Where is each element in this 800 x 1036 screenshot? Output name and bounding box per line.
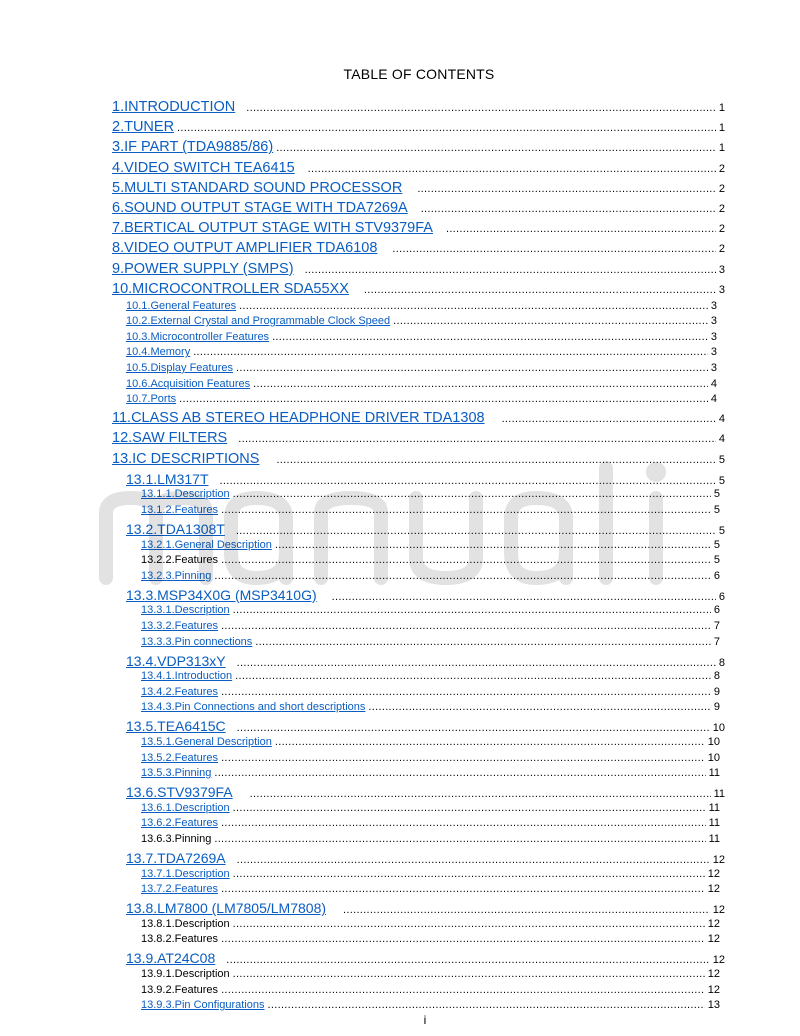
dot-leader: [343, 904, 710, 916]
toc-entry[interactable]: [126, 653, 725, 669]
toc-link[interactable]: 13.4.1.Introduction: [141, 670, 233, 683]
dot-leader: [221, 752, 705, 764]
dot-leader: [233, 868, 705, 880]
toc-label: 13.9.1.Description: [141, 967, 230, 980]
dot-leader: [236, 525, 716, 537]
toc-entry[interactable]: [141, 817, 720, 829]
toc-link[interactable]: 2.TUNER: [112, 119, 175, 136]
page-number-footer: i: [423, 1013, 427, 1027]
toc-link[interactable]: 4.VIDEO SWITCH TEA6415: [112, 159, 295, 176]
dot-leader: [364, 284, 716, 296]
toc-page-number: 4: [718, 433, 725, 446]
toc-entry[interactable]: [126, 393, 717, 405]
toc-entry: [141, 968, 720, 980]
toc-page-number: 11: [708, 801, 720, 814]
toc-entry[interactable]: [126, 521, 725, 537]
dot-leader: [220, 475, 716, 487]
toc-link[interactable]: 13.3.2.Features: [141, 619, 219, 632]
toc-entry: [141, 918, 720, 930]
toc-link[interactable]: 13.6.1.Description: [141, 801, 230, 814]
dot-leader: [233, 488, 711, 500]
toc-page-number: 12: [707, 883, 720, 896]
toc-link[interactable]: 13.3.3.Pin connections: [141, 635, 253, 648]
toc-link[interactable]: 13.6.STV9379FA: [126, 784, 233, 801]
toc-entry[interactable]: [112, 430, 725, 446]
toc-link[interactable]: 13.2.3.Pinning: [141, 569, 212, 582]
toc-page-number: 13: [707, 999, 720, 1012]
toc-page-number: 5: [713, 538, 720, 551]
toc-page-number: 5: [718, 525, 725, 537]
toc-link[interactable]: 10.5.Display Features: [126, 361, 233, 374]
toc-link[interactable]: 13.7.2.Features: [141, 883, 219, 896]
toc-entry[interactable]: [141, 999, 720, 1011]
toc-page-number: 5: [713, 488, 720, 501]
dot-leader: [214, 767, 705, 779]
toc-page-number: 7: [713, 635, 720, 648]
toc-link[interactable]: 9.POWER SUPPLY (SMPS): [112, 260, 294, 277]
dot-leader: [177, 122, 716, 134]
toc-entry[interactable]: [112, 261, 725, 277]
toc-entry[interactable]: [126, 950, 725, 966]
toc-link[interactable]: 10.2.External Crystal and Programmable Clock Speed: [126, 315, 391, 328]
toc-entry[interactable]: [141, 604, 720, 616]
toc-link[interactable]: 13.1.LM317T: [126, 470, 209, 487]
toc-entry: [141, 833, 720, 845]
toc-page-number: 1: [718, 142, 725, 155]
toc-label: 13.6.3.Pinning: [141, 832, 212, 845]
toc-entry[interactable]: [112, 240, 725, 256]
toc-entry[interactable]: [141, 736, 720, 748]
toc-link[interactable]: 8.VIDEO OUTPUT AMPLIFIER TDA6108: [112, 240, 378, 257]
toc-link[interactable]: 3.IF PART (TDA9885/86): [112, 139, 274, 156]
toc-link[interactable]: 10.7.Ports: [126, 393, 177, 406]
toc-page-number: 12: [707, 933, 720, 946]
toc-page-number: 5: [718, 453, 725, 466]
toc-entry[interactable]: [112, 200, 725, 216]
dot-leader: [221, 504, 711, 516]
toc-page-number: 2: [718, 223, 725, 236]
dot-leader: [233, 604, 711, 616]
toc-page-number: 8: [713, 670, 720, 683]
toc-page-number: 1: [718, 102, 725, 114]
toc-link[interactable]: 13.7.1.Description: [141, 867, 230, 880]
dot-leader: [368, 701, 710, 713]
dot-leader: [237, 722, 710, 734]
toc-page-number: 6: [713, 569, 720, 582]
dot-leader: [221, 883, 705, 895]
toc-link[interactable]: 13.2.1.General Description: [141, 538, 272, 551]
toc-page-number: 6: [713, 604, 720, 617]
dot-leader: [237, 657, 716, 669]
dot-leader: [236, 362, 708, 374]
toc-entry[interactable]: [126, 587, 725, 603]
toc-link[interactable]: 7.BERTICAL OUTPUT STAGE WITH STV9379FA: [112, 220, 433, 237]
toc-link[interactable]: 13.1.1.Description: [141, 488, 230, 501]
toc-entry[interactable]: [112, 281, 725, 297]
dot-leader: [393, 315, 708, 327]
toc-entry[interactable]: [141, 539, 720, 551]
dot-leader: [221, 984, 705, 996]
toc-link[interactable]: 13.IC DESCRIPTIONS: [112, 450, 260, 467]
toc-page-number: 8: [718, 656, 725, 669]
toc-entry[interactable]: [112, 451, 725, 467]
toc-page-number: 11: [708, 817, 720, 830]
toc-entry[interactable]: [112, 180, 725, 196]
toc-entry: [141, 933, 720, 945]
toc-link[interactable]: 10.MICROCONTROLLER SDA55XX: [112, 280, 349, 297]
dot-leader: [392, 243, 715, 255]
toc-entry[interactable]: [141, 636, 720, 648]
toc-entry[interactable]: [112, 119, 725, 135]
toc-page-number: 9: [713, 685, 720, 698]
toc-page-number: 12: [712, 854, 725, 866]
toc-link[interactable]: 6.SOUND OUTPUT STAGE WITH TDA7269A: [112, 200, 408, 216]
toc-page-number: 3: [718, 263, 725, 276]
dot-leader: [332, 591, 716, 603]
toc-page-number: 3: [710, 315, 717, 328]
toc-entry[interactable]: [126, 378, 717, 390]
toc-entry[interactable]: [112, 99, 725, 115]
toc-link[interactable]: 10.4.Memory: [126, 346, 191, 359]
toc-link[interactable]: 13.5.1.General Description: [141, 735, 272, 748]
toc-entry[interactable]: [141, 670, 720, 682]
dot-leader: [193, 346, 708, 358]
dot-leader: [276, 142, 716, 154]
toc-link[interactable]: 13.4.VDP313xY: [126, 652, 226, 669]
dot-leader: [233, 968, 705, 980]
dot-leader: [179, 393, 708, 405]
toc-page-number: 1: [718, 122, 725, 135]
dot-leader: [226, 954, 710, 966]
toc-page-number: 10: [712, 722, 725, 735]
toc-page-number: 12: [707, 917, 720, 930]
dot-leader: [221, 620, 711, 632]
toc-link[interactable]: 12.SAW FILTERS: [112, 430, 228, 447]
dot-leader: [276, 454, 715, 466]
toc-label: 13.8.2.Features: [141, 933, 219, 946]
toc-entry[interactable]: [141, 504, 720, 516]
toc-entry[interactable]: [141, 701, 720, 713]
toc-page-number: 12: [707, 983, 720, 996]
toc-page-number: 3: [718, 283, 725, 296]
toc-page-number: 3: [710, 346, 717, 359]
toc-page-number: 4: [718, 413, 725, 426]
toc-page-number: 7: [713, 619, 720, 632]
toc-page-number: 2: [718, 182, 725, 195]
toc-link[interactable]: 13.1.2.Features: [141, 503, 219, 516]
toc-entry[interactable]: [112, 139, 725, 155]
toc-page-number: 11: [708, 767, 720, 780]
toc-entry[interactable]: [141, 802, 720, 814]
dot-leader: [417, 183, 716, 195]
toc-link[interactable]: 10.6.Acquisition Features: [126, 377, 251, 390]
dot-leader: [255, 636, 711, 648]
toc-entry[interactable]: [141, 488, 720, 500]
toc-entry[interactable]: [141, 767, 720, 779]
toc-link[interactable]: 13.9.3.Pin Configurations: [141, 999, 265, 1012]
toc-page-number: 11: [713, 788, 725, 801]
toc-link[interactable]: 13.3.1.Description: [141, 604, 230, 617]
toc-link[interactable]: 10.3.Microcontroller Features: [126, 330, 270, 343]
toc-page-number: 3: [710, 299, 717, 312]
dot-leader: [221, 554, 711, 566]
toc-title: TABLE OF CONTENTS: [343, 66, 495, 82]
dot-leader: [233, 918, 705, 930]
toc-page-number: 4: [710, 377, 717, 390]
toc-label: 13.8.1.Description: [141, 917, 230, 930]
toc-link[interactable]: 1.INTRODUCTION: [112, 99, 236, 115]
dot-leader: [235, 670, 711, 682]
toc-entry[interactable]: [112, 410, 725, 426]
dot-leader: [233, 802, 706, 814]
dot-leader: [502, 413, 716, 425]
toc-entry[interactable]: [126, 315, 717, 327]
toc-entry[interactable]: [141, 883, 720, 895]
toc-link[interactable]: 13.6.2.Features: [141, 817, 219, 830]
toc-link[interactable]: 5.MULTI STANDARD SOUND PROCESSOR: [112, 179, 403, 196]
dot-leader: [275, 736, 705, 748]
toc-link[interactable]: 13.5.3.Pinning: [141, 767, 212, 780]
toc-page-number: 12: [712, 904, 725, 917]
toc-page-number: 5: [718, 474, 725, 487]
toc-page-number: 12: [712, 954, 725, 967]
toc-page-number: 2: [718, 243, 725, 256]
toc-page-number: 10: [707, 735, 720, 748]
dot-leader: [237, 854, 710, 866]
toc-entry[interactable]: [126, 331, 717, 343]
dot-leader: [421, 203, 716, 215]
toc-page-number: 11: [708, 832, 720, 845]
toc-entry[interactable]: [126, 346, 717, 358]
dot-leader: [446, 223, 716, 235]
toc-link[interactable]: 13.5.2.Features: [141, 751, 219, 764]
toc-entry[interactable]: [141, 686, 720, 698]
toc-page-number: 5: [713, 554, 720, 567]
toc-entry[interactable]: [141, 752, 720, 764]
dot-leader: [268, 999, 705, 1011]
toc-link[interactable]: 10.1.General Features: [126, 299, 237, 312]
toc-page-number: 4: [710, 393, 717, 406]
toc-page-number: 12: [707, 967, 720, 980]
toc-link[interactable]: 11.CLASS AB STEREO HEADPHONE DRIVER TDA1308: [112, 410, 485, 427]
dot-leader: [275, 539, 711, 551]
dot-leader: [272, 331, 708, 343]
toc-entry[interactable]: [126, 300, 717, 312]
dot-leader: [221, 933, 705, 945]
dot-leader: [221, 686, 711, 698]
dot-leader: [239, 300, 708, 312]
toc-entry: [141, 984, 720, 996]
toc-page-number: 6: [718, 590, 725, 603]
toc-entry[interactable]: [126, 362, 717, 374]
toc-label: 13.9.2.Features: [141, 983, 219, 996]
toc-page-number: 5: [713, 503, 720, 516]
dot-leader: [246, 102, 716, 114]
toc-entry[interactable]: [141, 868, 720, 880]
toc-link[interactable]: 13.3.MSP34X0G (MSP3410G): [126, 586, 317, 603]
toc-page-number: 10: [707, 751, 720, 764]
dot-leader: [214, 833, 705, 845]
dot-leader: [214, 570, 711, 582]
dot-leader: [308, 163, 716, 175]
toc-entry[interactable]: [126, 850, 725, 866]
toc-link[interactable]: 13.7.TDA7269A: [126, 850, 226, 866]
toc-label: 13.2.2.Features: [141, 554, 219, 567]
toc-entry[interactable]: [141, 570, 720, 582]
toc-entry[interactable]: [126, 900, 725, 916]
toc-entry[interactable]: [126, 471, 725, 487]
toc-entry[interactable]: [112, 220, 725, 236]
toc-link[interactable]: 13.9.AT24C08: [126, 950, 216, 967]
toc-page-number: 2: [718, 162, 725, 175]
toc-link[interactable]: 13.8.LM7800 (LM7805/LM7808): [126, 900, 327, 917]
toc-link[interactable]: 13.4.3.Pin Connections and short descriptions: [141, 701, 366, 714]
toc-link[interactable]: 13.4.2.Features: [141, 685, 219, 698]
toc-page-number: 3: [710, 361, 717, 374]
toc-page-number: 2: [718, 203, 725, 215]
toc-entry[interactable]: [112, 160, 725, 176]
toc-entry[interactable]: [126, 784, 725, 800]
dot-leader: [253, 378, 708, 390]
toc-link[interactable]: 13.5.TEA6415C: [126, 718, 226, 735]
dot-leader: [305, 264, 716, 276]
toc-page-number: 12: [707, 867, 720, 880]
toc-entry[interactable]: [141, 620, 720, 632]
toc-link[interactable]: 13.2.TDA1308T: [126, 521, 225, 537]
dot-leader: [250, 788, 711, 800]
toc-entry[interactable]: [126, 718, 725, 734]
toc-page-number: 9: [713, 701, 720, 714]
toc-page-number: 3: [710, 330, 717, 343]
toc-entry: [141, 554, 720, 566]
dot-leader: [238, 433, 716, 445]
dot-leader: [221, 817, 706, 829]
